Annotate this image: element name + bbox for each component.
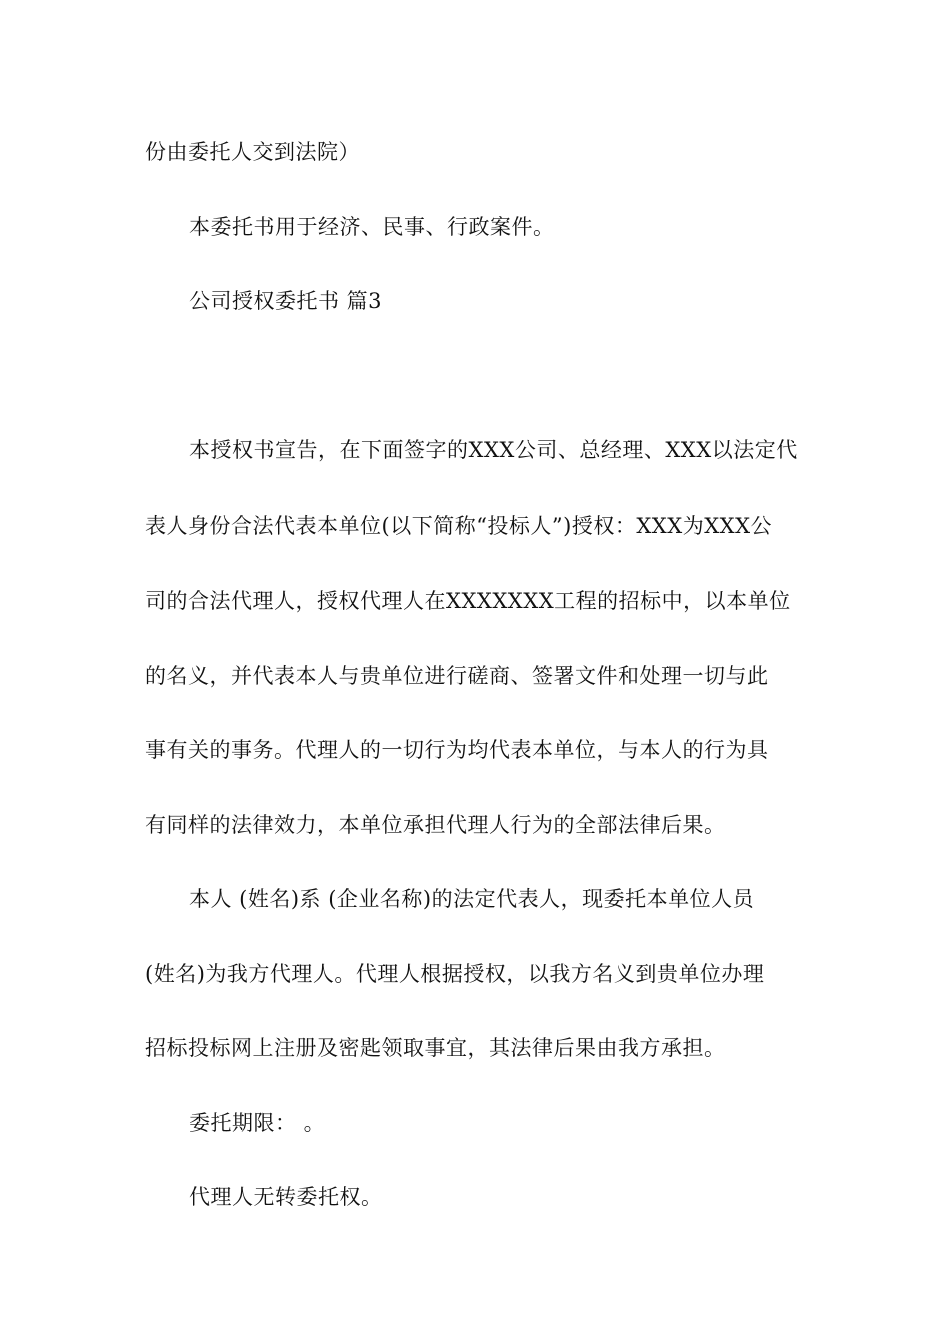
no-sub-delegation: 代理人无转委托权。 <box>189 1185 383 1209</box>
paragraph-2-line-2: (姓名)为我方代理人。代理人根据授权，以我方名义到贵单位办理 <box>145 962 765 986</box>
entrustment-period: 委托期限： 。 <box>189 1111 326 1135</box>
paragraph-1-line-6: 有同样的法律效力，本单位承担代理人行为的全部法律后果。 <box>145 813 726 837</box>
paragraph-1-line-4: 的名义，并代表本人与贵单位进行磋商、签署文件和处理一切与此 <box>145 664 769 688</box>
paragraph-1-line-2: 表人身份合法代表本单位(以下简称“投标人”)授权：XXX为XXX公 <box>145 514 773 538</box>
paragraph-2-line-1: 本人 (姓名)系 (企业名称)的法定代表人，现委托本单位人员 <box>189 887 755 911</box>
text-line-usage-scope: 本委托书用于经济、民事、行政案件。 <box>189 215 555 239</box>
text-line-continuation: 份由委托人交到法院） <box>145 140 360 164</box>
section-heading: 公司授权委托书 篇3 <box>189 289 383 313</box>
paragraph-2-line-3: 招标投标网上注册及密匙领取事宜，其法律后果由我方承担。 <box>145 1036 726 1060</box>
paragraph-1-line-3: 司的合法代理人，授权代理人在XXXXXXX工程的招标中，以本单位 <box>145 589 791 613</box>
paragraph-1-line-1: 本授权书宣告，在下面签字的XXX公司、总经理、XXX以法定代 <box>189 438 798 462</box>
paragraph-1-line-5: 事有关的事务。代理人的一切行为均代表本单位，与本人的行为具 <box>145 738 769 762</box>
